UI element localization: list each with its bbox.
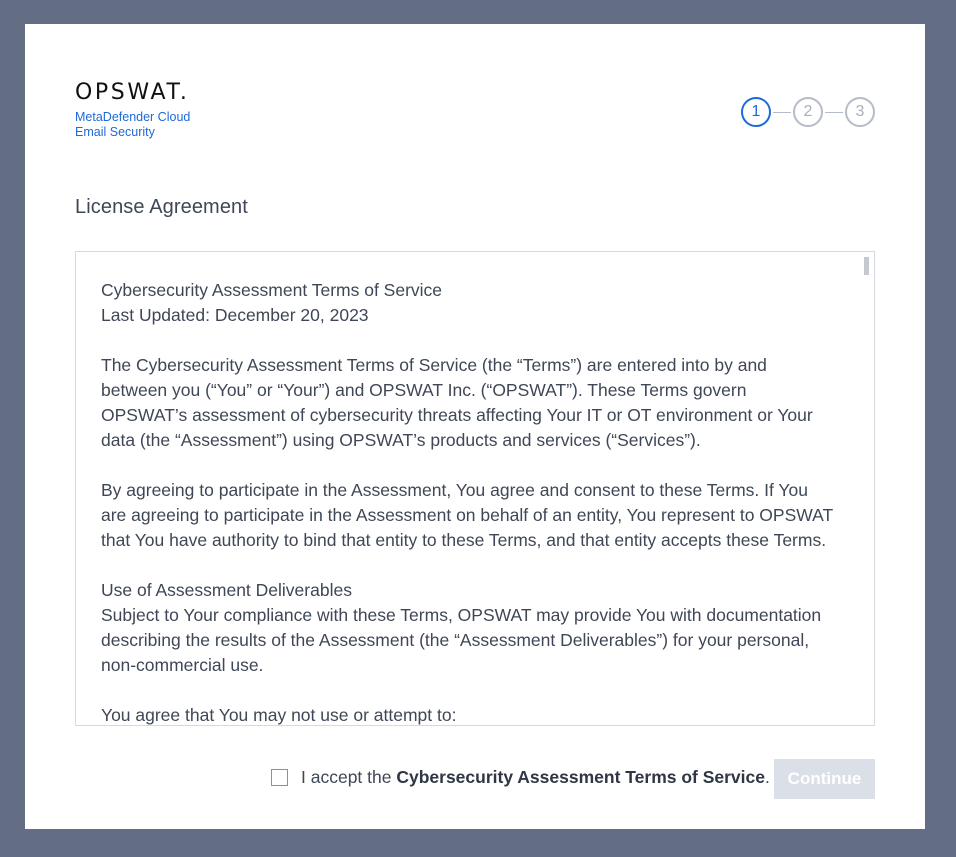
product-name-line2: Email Security	[75, 125, 155, 139]
logo-wordmark: OPSWAT.	[75, 80, 190, 105]
license-dialog	[25, 24, 925, 829]
terms-scroll-area[interactable]	[75, 251, 875, 726]
terms-section-title: Use of Assessment Deliverables	[101, 580, 352, 600]
terms-paragraph: You agree that You may not use or attempt to:	[101, 705, 457, 725]
accept-prefix: I accept the	[301, 767, 397, 787]
terms-paragraph: Subject to Your compliance with these Terms, OPSWAT may provide You with documentation describing the results of the Assessment (the “Assessment Deliverables”) for your personal, non-commercial use.	[101, 605, 822, 675]
opswat-logo	[75, 82, 190, 140]
step-connector	[773, 112, 791, 113]
terms-paragraph: The Cybersecurity Assessment Terms of Service (the “Terms”) are entered into by and between you (“You” or “Your”) and OPSWAT Inc. (“OPSWAT”). These Terms govern OPSWAT’s assessment of cybersecurity threats affecting Your IT or OT environment or Your data (the “Assessment”) using OPSWAT’s products and services (“Services”).	[101, 355, 813, 450]
terms-title: Cybersecurity Assessment Terms of Service	[101, 280, 443, 300]
step-3: 3	[845, 97, 875, 127]
scrollbar-thumb[interactable]	[864, 257, 869, 275]
terms-link[interactable]: Cybersecurity Assessment Terms of Service	[396, 767, 765, 787]
accept-terms-row	[271, 767, 770, 788]
continue-button[interactable]: Continue	[774, 759, 875, 799]
accept-suffix: .	[765, 767, 770, 787]
terms-updated-date: Last Updated: December 20, 2023	[101, 305, 369, 325]
page-title: License Agreement	[75, 196, 248, 218]
terms-text	[101, 278, 836, 726]
product-name-line1: MetaDefender Cloud	[75, 110, 191, 124]
step-connector	[825, 112, 843, 113]
progress-stepper	[741, 97, 875, 127]
accept-terms-label[interactable]	[301, 767, 770, 788]
terms-paragraph: By agreeing to participate in the Assessment, You agree and consent to these Terms. If You are agreeing to participate in the Assessment on behalf of an entity, You represent to OPSWAT that You have authority to bind that entity to these Terms, and that entity accepts these Terms.	[101, 480, 833, 550]
step-2: 2	[793, 97, 823, 127]
accept-terms-checkbox[interactable]	[271, 769, 288, 786]
step-1: 1	[741, 97, 771, 127]
